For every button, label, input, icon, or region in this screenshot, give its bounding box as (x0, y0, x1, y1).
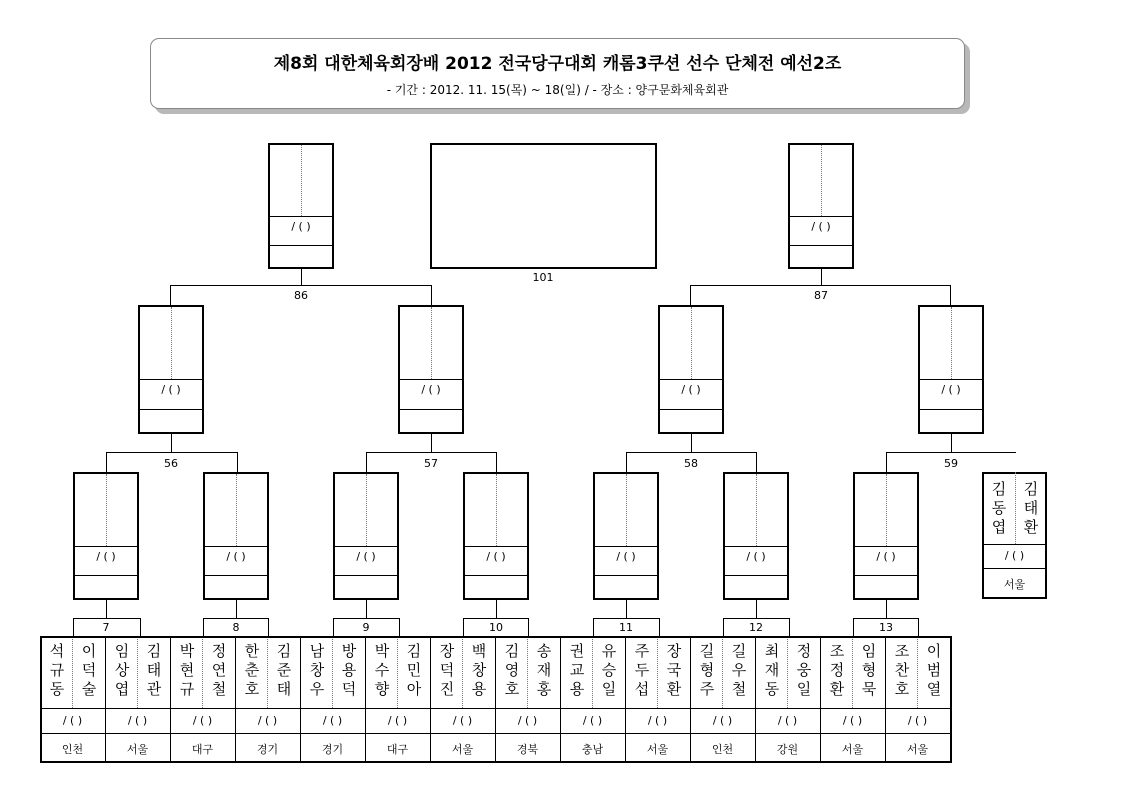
team-region: 서울 (646, 743, 669, 756)
result-box (398, 305, 464, 434)
match-number: 8 (232, 621, 240, 634)
name-char: 덕 (439, 661, 455, 679)
name-char: 유 (601, 642, 617, 660)
divider (626, 474, 627, 546)
divider (595, 575, 657, 576)
name-char: 장 (439, 642, 455, 660)
name-char: 술 (81, 680, 97, 698)
name-char: 재 (764, 661, 780, 679)
bracket-line (690, 285, 691, 305)
result-box (723, 472, 789, 600)
bracket-line (463, 618, 464, 636)
score-slot: / ( ) (127, 714, 148, 727)
name-char: 아 (406, 680, 422, 698)
name-char: 교 (569, 661, 585, 679)
score-slot: / ( ) (712, 714, 733, 727)
name-char: 영 (504, 661, 520, 679)
name-char: 태 (1023, 499, 1039, 517)
divider (171, 307, 172, 379)
name-char: 호 (504, 680, 520, 698)
divider (725, 575, 787, 576)
divider (236, 474, 237, 546)
match-number: 10 (489, 621, 503, 634)
score-slot: / ( ) (811, 219, 831, 233)
team-region: 서울 (451, 743, 474, 756)
divider (40, 708, 950, 709)
bracket-line (73, 618, 140, 619)
divider (756, 474, 757, 546)
divider (205, 575, 267, 576)
bracket-line (496, 600, 497, 618)
bracket-line (626, 452, 756, 453)
name-char: 용 (341, 661, 357, 679)
bracket-line (593, 618, 594, 636)
name-char: 연 (211, 661, 227, 679)
result-box (853, 472, 919, 600)
divider (140, 379, 202, 380)
player-name (988, 480, 1010, 537)
divider (660, 409, 722, 410)
match-number: 87 (814, 289, 828, 302)
team-region: 경기 (256, 743, 279, 756)
name-char: 범 (926, 661, 942, 679)
score-slot: / ( ) (291, 219, 311, 233)
name-char: 백 (471, 642, 487, 660)
name-char: 규 (49, 661, 65, 679)
name-char: 상 (114, 661, 130, 679)
team-region: 서울 (126, 743, 149, 756)
score-slot: / ( ) (876, 549, 896, 563)
score-slot: / ( ) (647, 714, 668, 727)
bracket-line (918, 618, 919, 636)
name-char: 권 (569, 642, 585, 660)
score-slot: / ( ) (161, 383, 181, 397)
name-char: 동 (991, 499, 1007, 517)
bracket-line (528, 618, 529, 636)
score-slot: / ( ) (842, 714, 863, 727)
divider (140, 409, 202, 410)
result-box (268, 143, 334, 269)
bracket-line (951, 434, 952, 452)
team-region: 서울 (906, 743, 929, 756)
bracket-line (626, 452, 627, 472)
score-slot: / ( ) (322, 714, 343, 727)
divider (982, 568, 1047, 569)
score-slot: / ( ) (62, 714, 83, 727)
result-box (73, 472, 139, 600)
name-char: 진 (439, 680, 455, 698)
team-table (40, 636, 952, 763)
name-char: 주 (634, 642, 650, 660)
event-info: - 기간 : 2012. 11. 15(목) ~ 18(일) / - 장소 : 양구문화체육회관 (386, 83, 729, 97)
score-slot: / ( ) (681, 383, 701, 397)
divider (366, 474, 367, 546)
name-char: 두 (634, 661, 650, 679)
final-box (430, 143, 657, 269)
name-char: 관 (146, 680, 162, 698)
name-char: 석 (49, 642, 65, 660)
divider (40, 733, 950, 734)
name-char: 용 (471, 680, 487, 698)
title-panel (150, 38, 965, 109)
divider (496, 474, 497, 546)
divider (270, 216, 332, 217)
divider (855, 575, 917, 576)
bracket-line (106, 452, 237, 453)
name-char: 섭 (634, 680, 650, 698)
bracket-line (431, 434, 432, 452)
name-char: 김 (991, 480, 1007, 498)
divider (205, 546, 267, 547)
bracket-line (756, 600, 757, 618)
bracket-line (366, 452, 367, 472)
name-char: 호 (894, 680, 910, 698)
divider (982, 544, 1047, 545)
name-char: 일 (601, 680, 617, 698)
name-char: 우 (309, 680, 325, 698)
bracket-line (886, 452, 1016, 453)
result-box (788, 143, 854, 269)
divider (431, 307, 432, 379)
divider (75, 575, 137, 576)
match-number: 59 (944, 457, 958, 470)
divider (660, 379, 722, 380)
bracket-line (301, 269, 302, 285)
divider (301, 145, 302, 216)
match-number: 86 (294, 289, 308, 302)
bracket-line (853, 618, 918, 619)
bracket-line (268, 618, 269, 636)
name-char: 홍 (536, 680, 552, 698)
bracket-line (723, 618, 724, 636)
bracket-line (140, 618, 141, 636)
name-char: 웅 (796, 661, 812, 679)
name-char: 김 (276, 642, 292, 660)
divider (855, 546, 917, 547)
bracket-line (950, 285, 951, 305)
team-region: 인천 (711, 743, 734, 756)
divider (886, 474, 887, 546)
bracket-line (236, 600, 237, 618)
name-char: 국 (666, 661, 682, 679)
team-region: 서울 (841, 743, 864, 756)
bracket-line (593, 618, 659, 619)
name-char: 임 (861, 642, 877, 660)
name-char: 환 (829, 680, 845, 698)
name-char: 임 (114, 642, 130, 660)
name-char: 일 (796, 680, 812, 698)
name-char: 정 (829, 661, 845, 679)
bracket-line (333, 618, 399, 619)
match-number: 12 (749, 621, 763, 634)
team-region: 서울 (1003, 578, 1026, 591)
match-number: 57 (424, 457, 438, 470)
name-char: 준 (276, 661, 292, 679)
name-char: 창 (471, 661, 487, 679)
match-number: 9 (362, 621, 370, 634)
name-char: 방 (341, 642, 357, 660)
name-char: 정 (211, 642, 227, 660)
score-slot: / ( ) (907, 714, 928, 727)
name-char: 환 (666, 680, 682, 698)
divider (790, 245, 852, 246)
bracket-line (431, 285, 432, 305)
bracket-line (203, 618, 204, 636)
bracket-line (170, 285, 171, 305)
team-region: 인천 (61, 743, 84, 756)
name-char: 열 (926, 680, 942, 698)
divider (920, 379, 982, 380)
score-slot: / ( ) (96, 549, 116, 563)
divider (106, 474, 107, 546)
score-slot: / ( ) (941, 383, 961, 397)
name-char: 엽 (991, 518, 1007, 536)
bracket-line (366, 600, 367, 618)
divider (335, 546, 397, 547)
bracket-line (237, 452, 238, 472)
divider (821, 145, 822, 216)
name-char: 최 (764, 642, 780, 660)
result-box (463, 472, 529, 600)
name-char: 수 (374, 661, 390, 679)
name-char: 형 (861, 661, 877, 679)
bracket-line (821, 269, 822, 285)
name-char: 김 (504, 642, 520, 660)
name-char: 형 (699, 661, 715, 679)
divider (951, 307, 952, 379)
divider (1015, 472, 1016, 544)
match-number: 58 (684, 457, 698, 470)
bracket-line (723, 618, 789, 619)
name-char: 장 (666, 642, 682, 660)
bracket-line (333, 618, 334, 636)
name-char: 용 (569, 680, 585, 698)
bracket-line (626, 600, 627, 618)
result-box (918, 305, 984, 434)
name-char: 민 (406, 661, 422, 679)
bracket-line (496, 452, 497, 472)
bracket-line (463, 618, 528, 619)
name-char: 재 (536, 661, 552, 679)
bracket-line (886, 452, 887, 472)
name-char: 춘 (244, 661, 260, 679)
score-slot: / ( ) (1004, 549, 1025, 562)
name-char: 송 (536, 642, 552, 660)
bracket-line (106, 600, 107, 618)
bracket-line (106, 452, 107, 472)
team-region: 강원 (776, 743, 799, 756)
name-char: 규 (179, 680, 195, 698)
divider (465, 575, 527, 576)
name-char: 철 (211, 680, 227, 698)
match-number: 13 (879, 621, 893, 634)
name-char: 이 (926, 642, 942, 660)
team-region: 경기 (321, 743, 344, 756)
result-box (333, 472, 399, 600)
bracket-line (399, 618, 400, 636)
name-char: 우 (731, 661, 747, 679)
divider (270, 245, 332, 246)
result-box (593, 472, 659, 600)
divider (790, 216, 852, 217)
bracket-line (756, 452, 757, 472)
name-char: 환 (1023, 518, 1039, 536)
name-char: 현 (179, 661, 195, 679)
page-title: 제8회 대한체육회장배 2012 전국당구대회 캐롬3쿠션 선수 단체전 예선2조 (273, 54, 842, 74)
divider (691, 307, 692, 379)
score-slot: / ( ) (746, 549, 766, 563)
score-slot: / ( ) (356, 549, 376, 563)
name-char: 동 (49, 680, 65, 698)
name-char: 김 (406, 642, 422, 660)
bracket-line (690, 285, 950, 286)
bracket-line (691, 434, 692, 452)
bracket-line (886, 600, 887, 618)
team-region: 충남 (581, 743, 604, 756)
bracket-line (170, 285, 431, 286)
name-char: 길 (699, 642, 715, 660)
divider (465, 546, 527, 547)
score-slot: / ( ) (452, 714, 473, 727)
result-box (138, 305, 204, 434)
bracket-line (853, 618, 854, 636)
name-char: 이 (81, 642, 97, 660)
name-char: 길 (731, 642, 747, 660)
name-char: 찬 (894, 661, 910, 679)
bracket-line (73, 618, 74, 636)
score-slot: / ( ) (257, 714, 278, 727)
match-number: 101 (532, 271, 554, 284)
score-slot: / ( ) (192, 714, 213, 727)
result-box (203, 472, 269, 600)
match-number: 7 (102, 621, 110, 634)
name-char: 조 (894, 642, 910, 660)
bracket-line (203, 618, 268, 619)
divider (400, 379, 462, 380)
name-char: 김 (146, 642, 162, 660)
bracket-line (171, 434, 172, 452)
result-box (658, 305, 724, 434)
name-char: 덕 (341, 680, 357, 698)
team-region: 대구 (386, 743, 409, 756)
score-slot: / ( ) (616, 549, 636, 563)
score-slot: / ( ) (226, 549, 246, 563)
match-number: 56 (164, 457, 178, 470)
name-char: 향 (374, 680, 390, 698)
name-char: 엽 (114, 680, 130, 698)
score-slot: / ( ) (777, 714, 798, 727)
team-region: 경북 (516, 743, 539, 756)
name-char: 김 (1023, 480, 1039, 498)
score-slot: / ( ) (421, 383, 441, 397)
name-char: 태 (146, 661, 162, 679)
bracket-line (366, 452, 496, 453)
divider (400, 409, 462, 410)
bracket-line (659, 618, 660, 636)
name-char: 묵 (861, 680, 877, 698)
name-char: 주 (699, 680, 715, 698)
score-slot: / ( ) (582, 714, 603, 727)
name-char: 정 (796, 642, 812, 660)
divider (725, 546, 787, 547)
name-char: 덕 (81, 661, 97, 679)
divider (335, 575, 397, 576)
divider (920, 409, 982, 410)
score-slot: / ( ) (387, 714, 408, 727)
score-slot: / ( ) (486, 549, 506, 563)
name-char: 동 (764, 680, 780, 698)
match-number: 11 (619, 621, 633, 634)
name-char: 호 (244, 680, 260, 698)
divider (75, 546, 137, 547)
player-name (1020, 480, 1042, 537)
name-char: 박 (179, 642, 195, 660)
bracket-line (789, 618, 790, 636)
divider (595, 546, 657, 547)
name-char: 태 (276, 680, 292, 698)
name-char: 남 (309, 642, 325, 660)
score-slot: / ( ) (517, 714, 538, 727)
name-char: 박 (374, 642, 390, 660)
name-char: 조 (829, 642, 845, 660)
team-region: 대구 (191, 743, 214, 756)
name-char: 창 (309, 661, 325, 679)
name-char: 한 (244, 642, 260, 660)
name-char: 철 (731, 680, 747, 698)
name-char: 승 (601, 661, 617, 679)
